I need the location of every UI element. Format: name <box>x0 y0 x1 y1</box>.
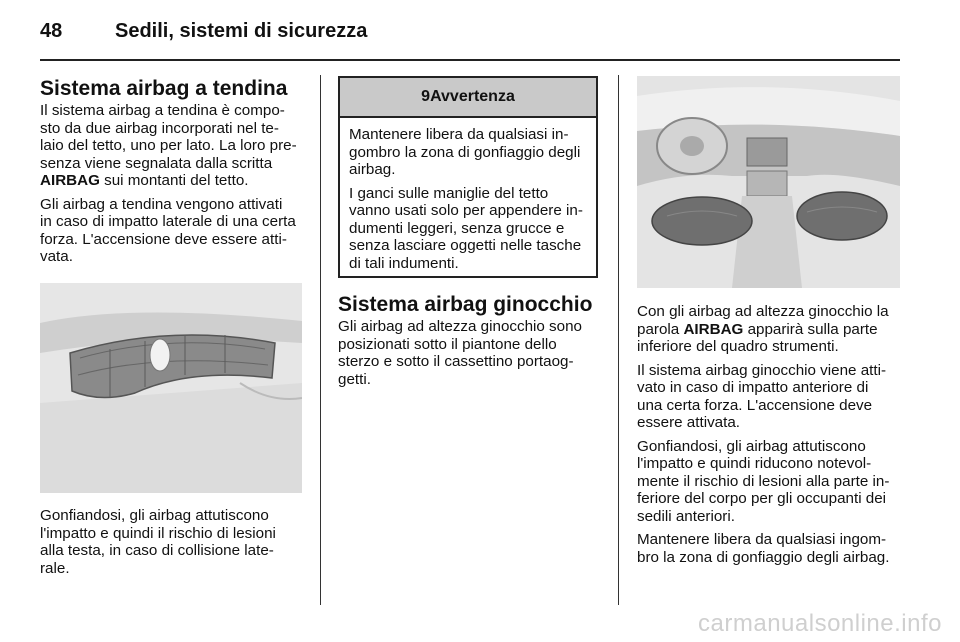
text-line: parola <box>637 320 680 338</box>
text-line: sto da due airbag incorporati nel te- <box>40 119 279 137</box>
text-line: Gonfiandosi, gli airbag attutiscono <box>40 507 269 524</box>
text-line: l'impatto e quindi il rischio di lesioni <box>40 524 276 542</box>
curtain-airbag-paragraph-1 <box>40 102 308 190</box>
knee-airbag-heading: Sistema airbag ginocchio <box>338 293 593 316</box>
text-line: Mantenere libera da qualsiasi ingom- <box>637 531 887 548</box>
text-line: Il sistema airbag ginocchio viene atti- <box>637 361 887 379</box>
column-1 <box>40 76 308 272</box>
text-line: Gli airbag a tendina vengono attivati <box>40 195 283 213</box>
text-line: vanno usati solo per appendere in- <box>349 202 583 219</box>
text-line: l'impatto e quindi riducono notevol- <box>637 455 872 472</box>
text-line: gombro la zona di gonfiaggio degli <box>349 143 581 161</box>
text-line: apparirà sulla parte <box>743 320 878 338</box>
knee-airbag-paragraph-1 <box>338 318 600 388</box>
knee-airbag-paragraph-4 <box>637 438 902 526</box>
header-rule <box>40 59 900 61</box>
text-line: alla testa, in caso di collisione late- <box>40 542 274 559</box>
knee-airbag-illustration <box>637 76 900 288</box>
text-line: I ganci sulle maniglie del tetto <box>349 184 549 202</box>
column-divider <box>618 75 619 605</box>
warning-box <box>338 76 598 278</box>
warning-paragraph-1 <box>349 126 588 179</box>
curtain-airbag-paragraph-3 <box>40 507 308 577</box>
airbag-label: AIRBAG <box>40 172 100 189</box>
airbag-label: AIRBAG <box>683 320 744 338</box>
curtain-airbag-heading: Sistema airbag a tendina <box>40 77 288 100</box>
watermark: carmanualsonline.info <box>698 610 942 637</box>
text-line: laio del tetto, uno per lato. La loro pre- <box>40 137 297 154</box>
text-line: inferiore del quadro strumenti. <box>637 338 839 355</box>
text-line: bro la zona di gonfiaggio degli airbag. <box>637 548 890 566</box>
text-line: sui montanti del tetto. <box>99 172 249 189</box>
warning-header <box>340 78 596 118</box>
column-2 <box>338 292 600 394</box>
column-1-lower <box>40 507 308 583</box>
warning-symbol: 9 <box>421 88 431 105</box>
warning-paragraph-2 <box>349 185 588 273</box>
text-line: dumenti leggeri, senza grucce e <box>349 219 565 237</box>
text-line: sterzo e sotto il cassettino portaog- <box>338 353 574 370</box>
text-line: getti. <box>338 370 371 388</box>
text-line: Gonfiandosi, gli airbag attutiscono <box>637 437 866 455</box>
warning-body <box>340 118 596 272</box>
column-divider <box>320 75 321 605</box>
text-line: forza. L'accensione deve essere atti- <box>40 230 287 248</box>
knee-airbag-paragraph-3 <box>637 362 902 432</box>
knee-airbag-paragraph-5 <box>637 531 902 566</box>
curtain-airbag-illustration <box>40 283 302 493</box>
text-line: Mantenere libera da qualsiasi in- <box>349 126 569 143</box>
text-line: senza lasciare oggetti nelle tasche <box>349 237 582 254</box>
column-3 <box>637 303 902 572</box>
text-line: vato in caso di impatto anteriore di <box>637 379 869 396</box>
text-line: rale. <box>40 559 70 577</box>
text-line: di tali indumenti. <box>349 254 459 272</box>
text-line: senza viene segnalata dalla scritta <box>40 154 273 172</box>
text-line: mente il rischio di lesioni alla parte in- <box>637 472 890 490</box>
page-number: 48 <box>40 20 63 42</box>
text-line: sedili anteriori. <box>637 507 735 525</box>
knee-airbag-paragraph-2 <box>637 303 902 356</box>
text-line: Gli airbag ad altezza ginocchio sono <box>338 318 582 335</box>
section-title: Sedili, sistemi di sicurezza <box>115 20 368 42</box>
text-line: feriore del corpo per gli occupanti dei <box>637 490 887 507</box>
text-line: una certa forza. L'accensione deve <box>637 396 873 414</box>
text-line: Il sistema airbag a tendina è compo- <box>40 102 285 119</box>
text-line: in caso di impatto laterale di una certa <box>40 213 296 230</box>
text-line: Con gli airbag ad altezza ginocchio la <box>637 303 889 320</box>
text-line: posizionati sotto il piantone dello <box>338 335 557 353</box>
warning-title: Avvertenza <box>430 88 515 105</box>
text-line: essere attivata. <box>637 414 740 431</box>
curtain-airbag-paragraph-2 <box>40 196 308 266</box>
text-line: vata. <box>40 248 73 265</box>
text-line: airbag. <box>349 161 396 178</box>
